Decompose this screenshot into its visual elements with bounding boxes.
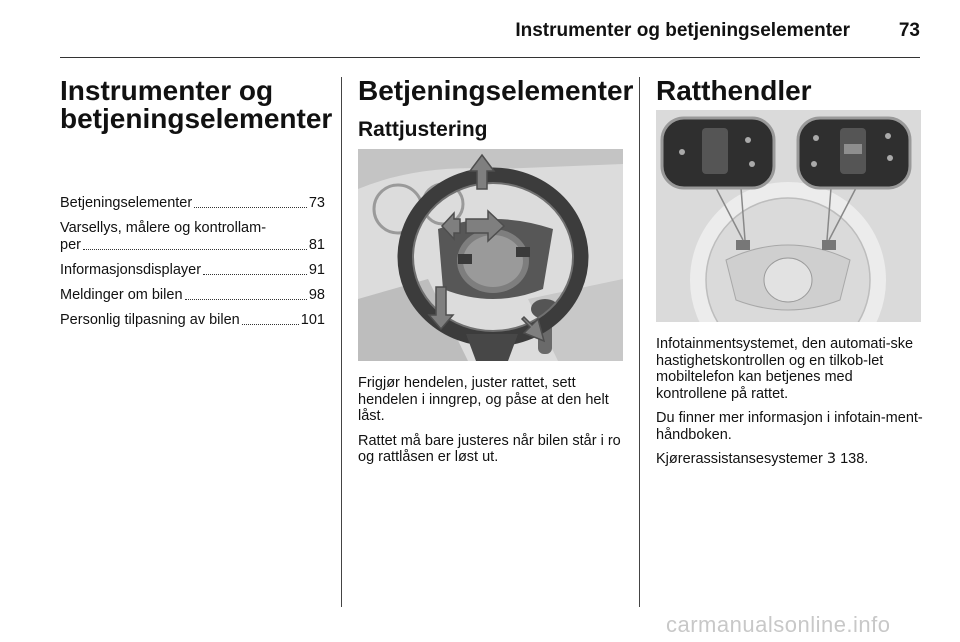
- toc-entry[interactable]: [60, 262, 325, 279]
- page-number: 73: [898, 20, 920, 41]
- steering-controls-illustration: [656, 110, 921, 322]
- xref-arrow-icon: 3: [826, 451, 837, 467]
- toc-leader: [185, 299, 307, 300]
- toc-entry[interactable]: [60, 220, 325, 254]
- steering-adjustment-text: [358, 375, 623, 474]
- toc-entry-title: Betjeningselementer: [60, 195, 193, 211]
- column-divider-2: [639, 77, 640, 607]
- toc-entry-title: Informasjonsdisplayer: [60, 262, 202, 278]
- table-of-contents: [60, 195, 325, 329]
- paragraph: Du finner mer informasjon i infotain-ment-håndboken.: [656, 410, 923, 443]
- column-steering-adjustment: [358, 75, 634, 142]
- paragraph: Rattet må bare justeres når bilen står i ro og rattlåsen er løst ut.: [358, 432, 621, 465]
- toc-entry-title-cont: per: [60, 237, 81, 253]
- toc-leader: [83, 249, 307, 250]
- chapter-title: [60, 75, 333, 134]
- toc-entry-page: 91: [308, 262, 325, 278]
- page-header-title: Instrumenter og betjeningselementer: [515, 20, 850, 41]
- subsection-heading: Rattjustering: [358, 118, 488, 141]
- toc-entry-page: 98: [308, 287, 325, 303]
- steering-controls-text: [656, 336, 924, 476]
- toc-leader: [242, 324, 299, 325]
- toc-leader: [194, 207, 307, 208]
- paragraph: Frigjør hendelen, juster rattet, sett hendelen i inngrep, og påse at den helt låst.: [358, 375, 609, 424]
- header-rule: [60, 57, 920, 58]
- toc-entry-title: Personlig tilpasning av bilen: [60, 312, 240, 328]
- toc-entry[interactable]: [60, 312, 325, 329]
- toc-leader: [203, 274, 307, 275]
- xref-page: 138.: [840, 451, 869, 467]
- column-divider-1: [341, 77, 342, 607]
- toc-entry[interactable]: [60, 195, 325, 212]
- column-toc: [60, 75, 333, 337]
- toc-entry-title: Varsellys, målere og kontrollam-: [60, 220, 267, 236]
- chapter-title-line1: Instrumenter og: [60, 75, 274, 106]
- paragraph: Infotainmentsystemet, den automati-ske hastighetskontrollen og en tilkob-let mobiltelefon kan betjenes med kontrollene på rattet.: [656, 336, 914, 402]
- steering-adjustment-illustration: [358, 149, 623, 361]
- toc-entry-title: Meldinger om bilen: [60, 287, 183, 303]
- xref-text: Kjørerassistansesystemer: [656, 451, 823, 467]
- chapter-title-line2: betjeningselementer: [60, 103, 333, 134]
- column-steering-controls: [656, 77, 921, 105]
- watermark: carmanualsonline.info: [666, 612, 891, 637]
- toc-entry-line2: [60, 237, 325, 254]
- section-heading: Ratthendler: [656, 75, 812, 106]
- toc-entry-page: 73: [308, 195, 325, 211]
- toc-entry-page: 101: [300, 312, 325, 328]
- cross-reference[interactable]: [656, 451, 924, 468]
- toc-entry[interactable]: [60, 287, 325, 304]
- section-heading: Betjeningselementer: [358, 75, 634, 106]
- toc-entry-page: 81: [308, 237, 325, 253]
